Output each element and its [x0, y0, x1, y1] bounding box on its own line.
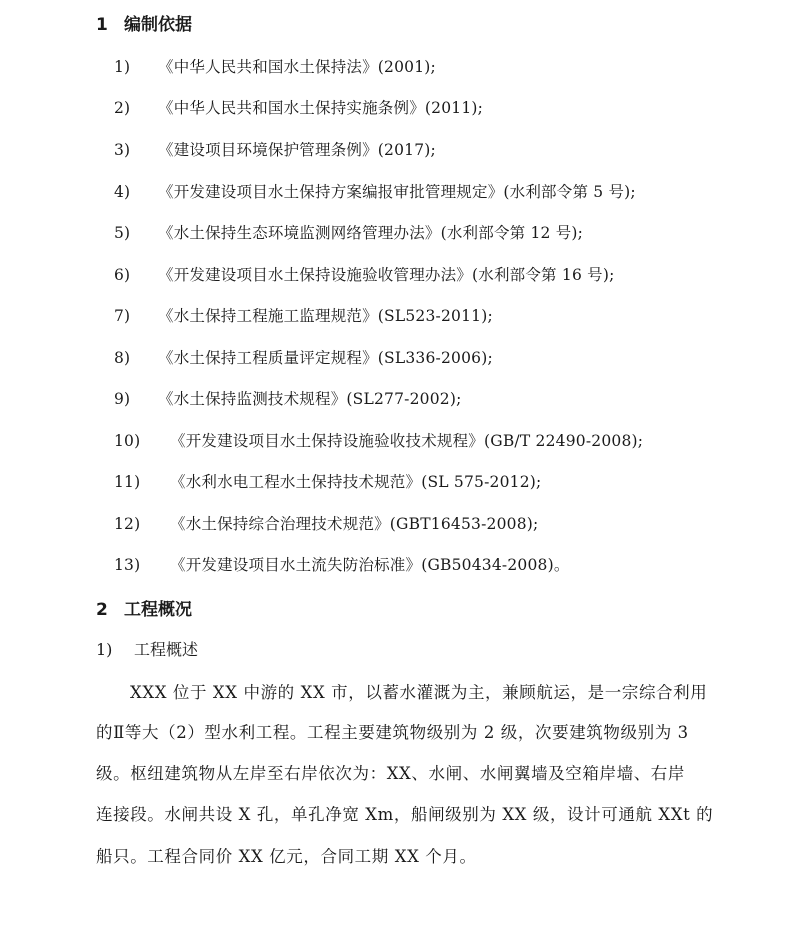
reference-number: 5) — [114, 224, 131, 242]
reference-number: 4) — [114, 183, 131, 201]
reference-text: 《中华人民共和国水土保持法》(2001); — [158, 58, 436, 76]
reference-item — [114, 180, 636, 202]
section-heading-overview — [96, 595, 192, 620]
reference-number: 13) — [114, 556, 141, 574]
reference-item — [114, 387, 462, 409]
reference-number: 6) — [114, 266, 131, 284]
reference-text: 《开发建设项目水土保持方案编报审批管理规定》(水利部令第 5 号); — [158, 183, 636, 201]
reference-item — [114, 429, 643, 451]
reference-text: 《中华人民共和国水土保持实施条例》(2011); — [158, 99, 484, 117]
reference-number: 9) — [114, 390, 131, 408]
reference-item — [114, 55, 436, 77]
reference-item — [114, 553, 570, 575]
reference-text: 《开发建设项目水土流失防治标准》(GB50434-2008)。 — [170, 556, 570, 574]
reference-item — [114, 304, 493, 326]
section-number: 2 — [96, 600, 108, 620]
reference-number: 2) — [114, 99, 131, 117]
reference-item — [114, 512, 538, 534]
subsection-heading — [96, 637, 198, 660]
reference-text: 《建设项目环境保护管理条例》(2017); — [158, 141, 436, 159]
section-title: 编制依据 — [124, 15, 192, 35]
reference-number: 11) — [114, 473, 141, 491]
reference-item — [114, 96, 483, 118]
reference-number: 12) — [114, 515, 141, 533]
reference-item — [114, 138, 436, 160]
paragraph-line: 级。枢纽建筑物从左岸至右岸依次为：XX、水闸、水闸翼墙及空箱岸墙、右岸 — [96, 764, 685, 783]
subsection-title: 工程概述 — [134, 640, 199, 659]
reference-item — [114, 263, 615, 285]
reference-text: 《开发建设项目水土保持设施验收管理办法》(水利部令第 16 号); — [158, 266, 615, 284]
section-number: 1 — [96, 15, 108, 35]
reference-text: 《水土保持工程质量评定规程》(SL336-2006); — [158, 349, 493, 367]
reference-text: 《水土保持综合治理技术规范》(GBT16453-2008); — [170, 515, 539, 533]
paragraph-line: XXX 位于 XX 中游的 XX 市，以蓄水灌溉为主，兼顾航运，是一宗综合利用 — [130, 683, 708, 702]
subsection-number: 1) — [96, 640, 113, 659]
reference-number: 10) — [114, 432, 141, 450]
reference-item — [114, 221, 583, 243]
reference-number: 1) — [114, 58, 131, 76]
paragraph-line: 连接段。水闸共设 X 孔，单孔净宽 Xm，船闸级别为 XX 级，设计可通航 XXt 的 — [96, 805, 714, 824]
reference-text: 《开发建设项目水土保持设施验收技术规程》(GB/T 22490-2008); — [170, 432, 644, 450]
paragraph-line: 船只。工程合同价 XX 亿元，合同工期 XX 个月。 — [96, 847, 477, 866]
section-title: 工程概况 — [124, 600, 192, 620]
reference-number: 7) — [114, 307, 131, 325]
reference-number: 3) — [114, 141, 131, 159]
reference-text: 《水土保持监测技术规程》(SL277-2002); — [158, 390, 462, 408]
reference-number: 8) — [114, 349, 131, 367]
reference-item — [114, 346, 493, 368]
section-heading-basis — [96, 10, 192, 35]
reference-item — [114, 470, 541, 492]
reference-text: 《水利水电工程水土保持技术规范》(SL 575-2012); — [170, 473, 542, 491]
reference-text: 《水土保持生态环境监测网络管理办法》(水利部令第 12 号); — [158, 224, 584, 242]
reference-text: 《水土保持工程施工监理规范》(SL523-2011); — [158, 307, 493, 325]
paragraph-line: 的Ⅱ等大（2）型水利工程。工程主要建筑物级别为 2 级，次要建筑物级别为 3 — [96, 723, 689, 742]
